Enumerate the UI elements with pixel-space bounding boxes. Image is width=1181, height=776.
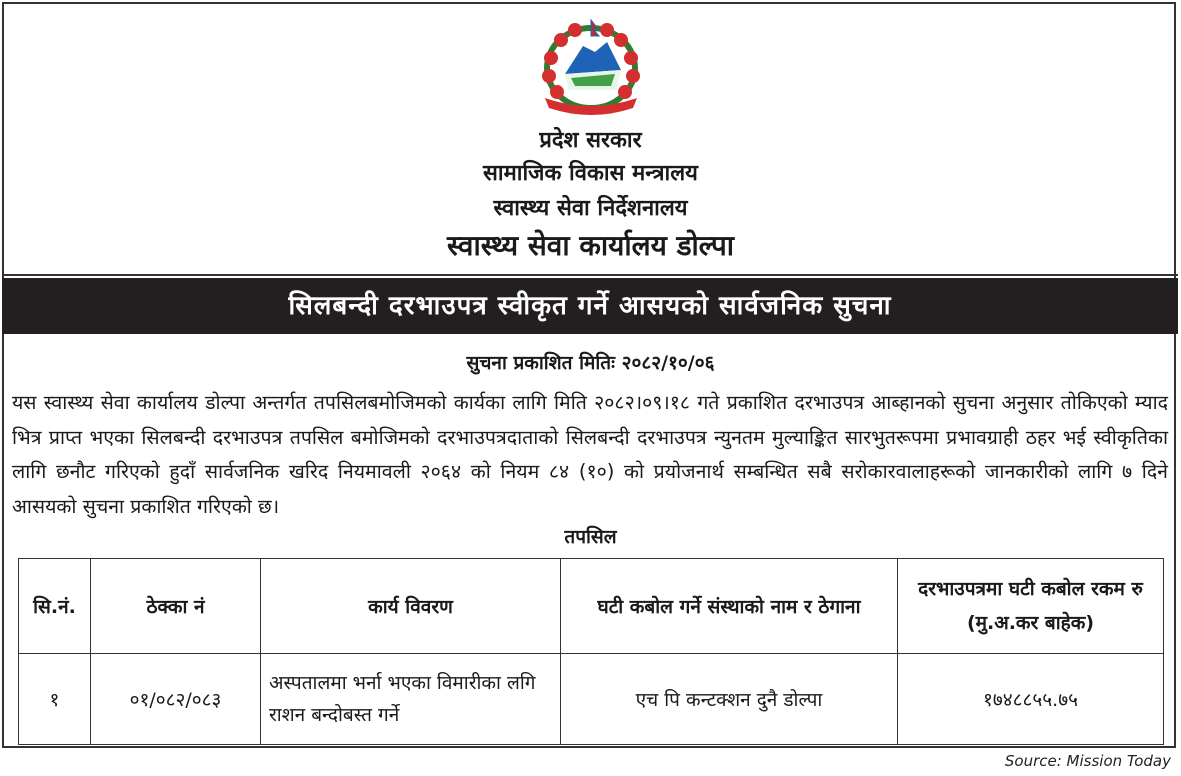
award-table [18,558,1164,745]
cell-bid-amount: १७४८८५५.७५ [898,654,1164,745]
published-date: सुचना प्रकाशित मितिः २०८२/१०/०६ [466,352,715,374]
header-bidder: घटी कबोल गर्ने संस्थाको नाम र ठेगाना [561,559,898,654]
ministry-name: सामाजिक विकास मन्त्रालय [483,161,698,186]
nepal-emblem-icon [535,18,647,116]
cell-bidder: एच पि कन्टक्शन दुनै डोल्पा [561,654,898,745]
header-work-description: कार्य विवरण [261,559,561,654]
province-government: प्रदेश सरकार [539,128,642,153]
header-serial: सि.नं. [19,559,91,654]
table-row [19,654,1164,745]
directorate-name: स्वास्थ्य सेवा निर्देशनालय [493,196,688,221]
header-bid-amount: दरभाउपत्रमा घटी कबोल रकम रु (मु.अ.कर बाहेक) [898,559,1164,654]
cell-work-description: अस्पतालमा भर्ना भएका विमारीका लगि राशन बन्दोबस्त गर्ने [261,654,561,745]
schedule-label: तपसिल [564,526,617,548]
notice-body: यस स्वास्थ्य सेवा कार्यालय डोल्पा अन्तर्गत तपसिलबमोजिमको कार्यका लागि मिति २०८२।०९।१८ गते प्रकाशित दरभाउपत्र आब्हानको सुचना अनुसार तोकिएको म्याद भित्र प्राप्त भएका सिलबन्दी दरभाउपत्र तपसिल बमोजिमको दरभाउपत्रदाताको सिलबन्दी दरभाउपत्र न्युनतम मुल्याङ्कित सारभुतरूपमा प्रभावग्राही ठहर भई स्वीकृतिका लागि छनौट गरिएको हुदाँ सार्वजनिक खरिद नियमावली २०६४ को नियम ८४ (१०) को प्रयोजनार्थ सम्बन्धित सबै सरोकारवालाहरूको जानकारीको लागि ७ दिने आसयको सुचना प्रकाशित गरिएको छ। [12,391,1168,518]
table-header-row [19,559,1164,654]
divider [2,274,1178,276]
cell-contract-no: ०१/०८२/०८३ [91,654,261,745]
notice-title: सिलबन्दी दरभाउपत्र स्वीकृत गर्ने आसयको सार्वजनिक सुचना [2,278,1178,334]
office-name: स्वास्थ्य सेवा कार्यालय डोल्पा [447,229,734,262]
source-credit: Source: Mission Today [1004,752,1171,770]
cell-serial: १ [19,654,91,745]
header-contract-no: ठेक्का नं [91,559,261,654]
